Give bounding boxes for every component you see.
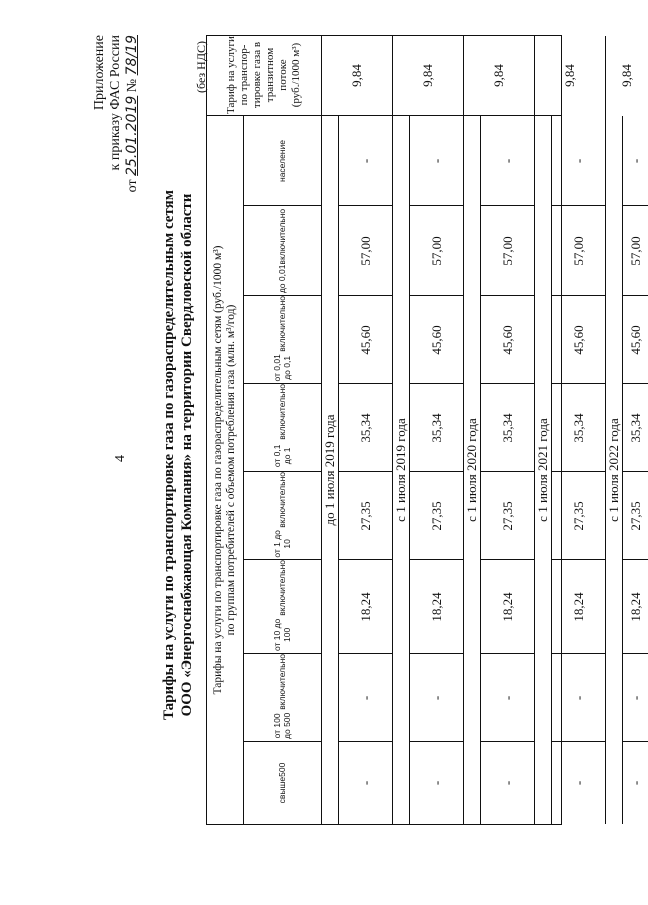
table-cell: -: [499, 780, 515, 786]
document-title: [160, 95, 196, 815]
table-cell: 27,35: [499, 501, 515, 531]
table-cell: 57,00: [499, 236, 515, 266]
table-cell: -: [627, 158, 643, 164]
table-cell: 35,34: [570, 413, 586, 443]
main-header-line1: Тарифы на услуги по транспортировке газа по газораспределительным сетям (руб./1000 м³): [212, 245, 224, 695]
column-header: [243, 472, 321, 560]
table-cell: 27,35: [428, 501, 444, 531]
column-divider: [338, 653, 392, 654]
transit-header-line: потоке: [277, 59, 289, 91]
column-header-line: включительно: [277, 384, 287, 440]
column-divider: [551, 205, 605, 206]
column-divider: [338, 559, 392, 560]
table-cell: 18,24: [627, 592, 643, 622]
appendix-number: 78/19: [124, 35, 140, 76]
appendix-block: [92, 35, 141, 245]
appendix-from: от: [125, 179, 140, 193]
column-divider: [551, 559, 605, 560]
column-divider: [480, 559, 534, 560]
table-cell: -: [499, 695, 515, 701]
transit-header-line: Тариф на услуги: [225, 36, 237, 114]
transit-tariff-header: [207, 35, 321, 115]
column-divider: [409, 295, 463, 296]
column-divider: [243, 471, 321, 472]
column-divider: [409, 383, 463, 384]
title-line1: Тарифы на услуги по транспортировке газа по газораспределительным сетям: [161, 190, 177, 720]
column-divider: [622, 205, 648, 206]
column-divider: [480, 653, 534, 654]
column-divider: [622, 653, 648, 654]
column-header-line: от 0,01 до 0,1: [272, 354, 292, 382]
column-header: [243, 742, 321, 824]
appendix-date: 25.01.2019: [124, 95, 140, 176]
column-divider: [622, 383, 648, 384]
table-cell: 57,00: [428, 236, 444, 266]
main-header-line2: по группам потребителей с объемом потребления газа (млн. м³/год): [225, 304, 237, 636]
column-divider: [338, 383, 392, 384]
column-divider: [622, 295, 648, 296]
column-header-line: включительно: [277, 472, 287, 528]
tariff-table: [206, 35, 643, 825]
column-divider: [480, 741, 534, 742]
column-header: [243, 116, 321, 206]
table-cell: 57,00: [627, 236, 643, 266]
column-divider: [409, 653, 463, 654]
column-divider: [480, 471, 534, 472]
table-cell: 27,35: [357, 501, 373, 531]
column-header: [243, 296, 321, 384]
column-header-line: включительно: [277, 654, 287, 710]
column-header-line: от 0,1 до 1: [272, 444, 292, 468]
table-cell: -: [357, 695, 373, 701]
column-header-line: включительно: [277, 208, 287, 265]
table-cell: 45,60: [570, 325, 586, 355]
column-divider: [480, 383, 534, 384]
column-header-line: от 100 до 500: [272, 712, 292, 739]
column-divider: [243, 653, 321, 654]
column-divider: [338, 295, 392, 296]
transit-header-line: (руб./1000 м³): [290, 42, 302, 108]
table-cell: -: [357, 158, 373, 164]
period-label: с 1 июля 2019 года: [393, 418, 408, 522]
table-cell: 35,34: [357, 413, 373, 443]
table-cell: -: [627, 695, 643, 701]
column-divider: [409, 559, 463, 560]
column-header-line: включительно: [277, 560, 287, 616]
table-cell: 35,34: [627, 413, 643, 443]
table-cell: 18,24: [357, 592, 373, 622]
table-cell: -: [570, 158, 586, 164]
column-header: [243, 654, 321, 742]
column-divider: [551, 471, 605, 472]
column-divider: [338, 205, 392, 206]
table-cell: 45,60: [499, 325, 515, 355]
column-header-line: от 1 до 10: [272, 530, 292, 558]
table-cell: 18,24: [428, 592, 444, 622]
transit-header-line: транзитном: [264, 47, 276, 103]
column-divider: [622, 559, 648, 560]
period-label: до 1 июля 2019 года: [322, 414, 337, 526]
column-header-line: свыше: [277, 776, 287, 804]
table-cell: -: [627, 780, 643, 786]
transit-cell: 9,84: [491, 64, 506, 87]
column-divider: [243, 559, 321, 560]
column-divider: [409, 205, 463, 206]
table-cell: 27,35: [627, 501, 643, 531]
table-cell: 18,24: [499, 592, 515, 622]
column-divider: [243, 383, 321, 384]
transit-cell: 9,84: [349, 64, 364, 87]
table-cell: 27,35: [570, 501, 586, 531]
column-header-line: население: [277, 140, 287, 182]
table-cell: -: [428, 158, 444, 164]
column-header-line: 500: [277, 762, 287, 777]
table-cell: 57,00: [570, 236, 586, 266]
table-cell: 45,60: [357, 325, 373, 355]
table-cell: 35,34: [499, 413, 515, 443]
table-cell: 45,60: [627, 325, 643, 355]
table-cell: 45,60: [428, 325, 444, 355]
appendix-no: №: [125, 78, 140, 93]
transit-header-line: по транспор-: [238, 44, 250, 106]
column-divider: [338, 741, 392, 742]
column-divider: [409, 741, 463, 742]
title-line2: ООО «Энергоснабжающая Компания» на территории Свердловской области: [179, 193, 195, 717]
table-cell: -: [357, 780, 373, 786]
column-divider: [243, 205, 321, 206]
appendix-line1: Приложение: [92, 35, 107, 111]
table-cell: -: [570, 780, 586, 786]
transit-cell: 9,84: [420, 64, 435, 87]
column-divider: [409, 471, 463, 472]
table-cell: 57,00: [357, 236, 373, 266]
transit-header-line: тировке газа в: [251, 41, 263, 109]
column-divider: [338, 471, 392, 472]
page-number: 4: [113, 455, 128, 462]
table-main-header: [207, 116, 243, 824]
column-divider: [551, 295, 605, 296]
period-label: с 1 июля 2020 года: [464, 418, 479, 522]
transit-cell: 9,84: [562, 64, 577, 87]
column-header-line: включительно: [277, 296, 287, 352]
column-divider: [551, 653, 605, 654]
appendix-line3: [124, 35, 141, 245]
column-divider: [622, 471, 648, 472]
table-cell: 35,34: [428, 413, 444, 443]
column-header: [243, 384, 321, 472]
table-cell: -: [570, 695, 586, 701]
period-label: с 1 июля 2021 года: [535, 418, 550, 522]
column-divider: [243, 295, 321, 296]
transit-cell: 9,84: [619, 64, 634, 87]
column-divider: [480, 295, 534, 296]
column-divider: [480, 205, 534, 206]
vat-note: (без НДС): [194, 40, 208, 93]
table-cell: -: [499, 158, 515, 164]
table-cell: 18,24: [570, 592, 586, 622]
table-cell: -: [428, 695, 444, 701]
table-cell: -: [428, 780, 444, 786]
column-divider: [551, 741, 605, 742]
column-divider: [243, 741, 321, 742]
appendix-line2: к приказу ФАС России: [108, 35, 123, 171]
column-header: [243, 560, 321, 654]
column-header-line: от 10 до 100: [272, 618, 292, 652]
column-header: [243, 206, 321, 296]
column-divider: [551, 383, 605, 384]
column-header-line: до 0,01: [277, 264, 287, 294]
period-label: с 1 июля 2022 года: [606, 418, 621, 522]
column-divider: [622, 741, 648, 742]
